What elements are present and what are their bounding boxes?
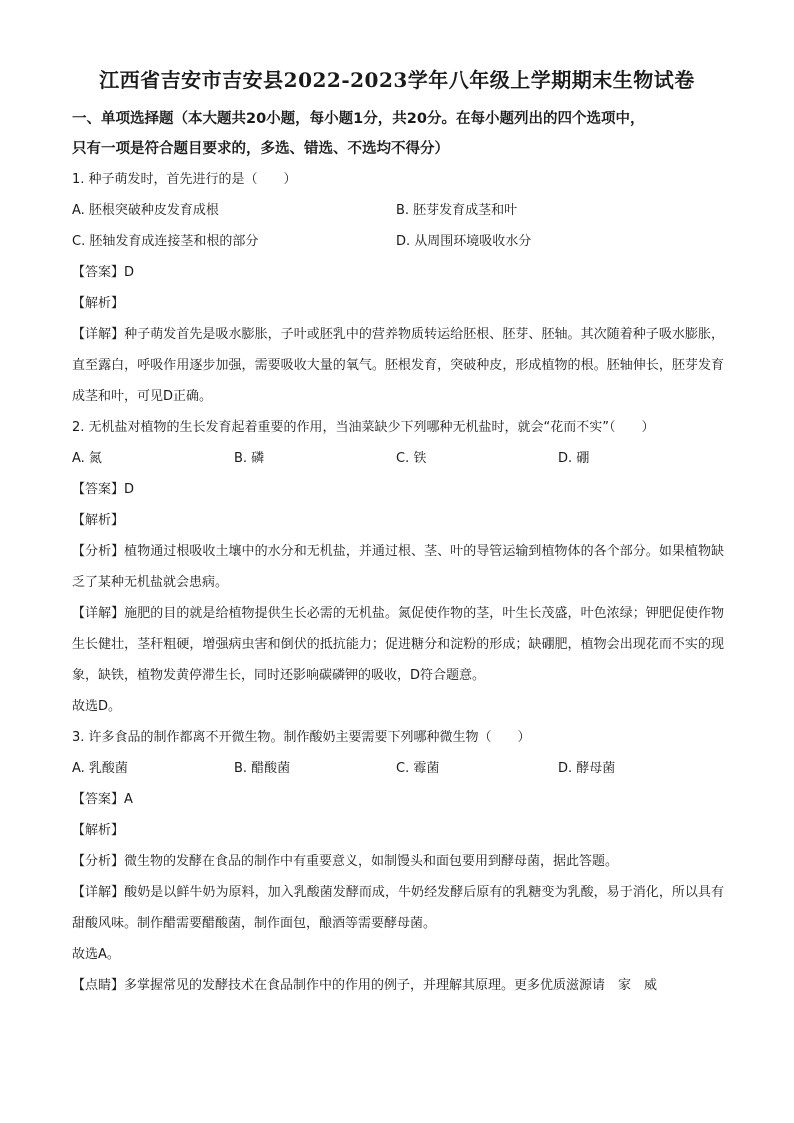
exam-content (72, 104, 724, 1001)
question-3-option-a: A. 乳酸菌 (72, 761, 128, 776)
question-3-option-d: D. 酵母菌 (558, 761, 616, 776)
section-heading-line-2: 只有一项是符合题目要求的，多选、错选、不选均不得分） (72, 141, 449, 157)
question-2-options (72, 443, 724, 474)
question-2-option-d: D. 硼 (558, 451, 590, 466)
question-3-detail: 【详解】酸奶是以鲜牛奶为原料，加入乳酸菌发酵而成，牛奶经发酵后原有的乳糖变为乳酸，易于消化，所以具有甜酸风味。制作醋需要醋酸菌，制作面包，酿酒等需要酵母菌。 (72, 885, 724, 931)
question-2-stem: 2. 无机盐对植物的生长发育起着重要的作用，当油菜缺少下列哪种无机盐时，就会“花而不实”（ ） (72, 420, 655, 435)
question-3-option-b: B. 醋酸菌 (234, 761, 291, 776)
question-1-option-a: A. 胚根突破种皮发育成根 (72, 203, 219, 218)
question-2-analysis-label: 【解析】 (72, 513, 125, 528)
question-1-option-d: D. 从周围环境吸收水分 (396, 234, 532, 249)
question-3-fenxi: 【分析】微生物的发酵在食品的制作中有重要意义，如制馒头和面包要用到酵母菌，据此答题。 (72, 854, 619, 869)
question-2 (72, 412, 724, 722)
question-2-conclusion: 故选D。 (72, 699, 122, 714)
question-2-option-a: A. 氮 (72, 451, 102, 466)
question-1-detail: 【详解】种子萌发首先是吸水膨胀，子叶或胚乳中的营养物质转运给胚根、胚芽、胚轴。其次随着种子吸水膨胀，直至露白，呼吸作用逐步加强，需要吸收大量的氧气。胚根发育，突破种皮，形成植物的根。胚轴伸长，胚芽发育成茎和叶，可见D正确。 (72, 327, 724, 404)
question-2-option-c: C. 铁 (396, 451, 427, 466)
question-1-analysis-label: 【解析】 (72, 296, 125, 311)
question-3-answer: 【答案】A (72, 792, 133, 807)
question-3-option-c: C. 霉菌 (396, 761, 440, 776)
question-2-answer: 【答案】D (72, 482, 135, 497)
question-2-detail: 【详解】施肥的目的就是给植物提供生长必需的无机盐。氮促使作物的茎，叶生长茂盛，叶色浓绿；钾肥促使作物生长健壮，茎秆粗硬，增强病虫害和倒伏的抵抗能力；促进糖分和淀粉的形成；缺硼肥，植物会出现花而不实的现象，缺铁，植物发黄停滞生长，同时还影响碳磷钾的吸收，D符合题意。 (72, 606, 724, 683)
question-1-options-row-2 (72, 226, 724, 257)
question-1-options-row-1 (72, 195, 724, 226)
question-3 (72, 722, 724, 1001)
question-2-option-b: B. 磷 (234, 451, 265, 466)
question-1-option-b: B. 胚芽发育成茎和叶 (396, 203, 518, 218)
question-3-analysis-label: 【解析】 (72, 823, 125, 838)
section-heading-line-1: 一、单项选择题（本大题共20小题，每小题1分，共20分。在每小题列出的四个选项中， (72, 111, 645, 127)
question-3-stem: 3. 许多食品的制作都离不开微生物。制作酸奶主要需要下列哪种微生物（ ） (72, 730, 531, 745)
question-1-stem: 1. 种子萌发时，首先进行的是（ ） (72, 172, 297, 187)
question-3-options (72, 753, 724, 784)
question-1-answer: 【答案】D (72, 265, 135, 280)
question-2-fenxi: 【分析】植物通过根吸收土壤中的水分和无机盐，并通过根、茎、叶的导管运输到植物体的各个部分。如果植物缺乏了某种无机盐就会患病。 (72, 544, 724, 590)
question-1 (72, 164, 724, 412)
question-1-option-c: C. 胚轴发育成连接茎和根的部分 (72, 234, 259, 249)
question-3-conclusion: 故选A。 (72, 947, 120, 962)
page-title: 江西省吉安市吉安县2022-2023学年八年级上学期期末生物试卷 (99, 68, 695, 92)
question-3-dianjing: 【点睛】多掌握常见的发酵技术在食品制作中的作用的例子，并理解其原理。更多优质滋源请 家 威 (72, 978, 658, 993)
